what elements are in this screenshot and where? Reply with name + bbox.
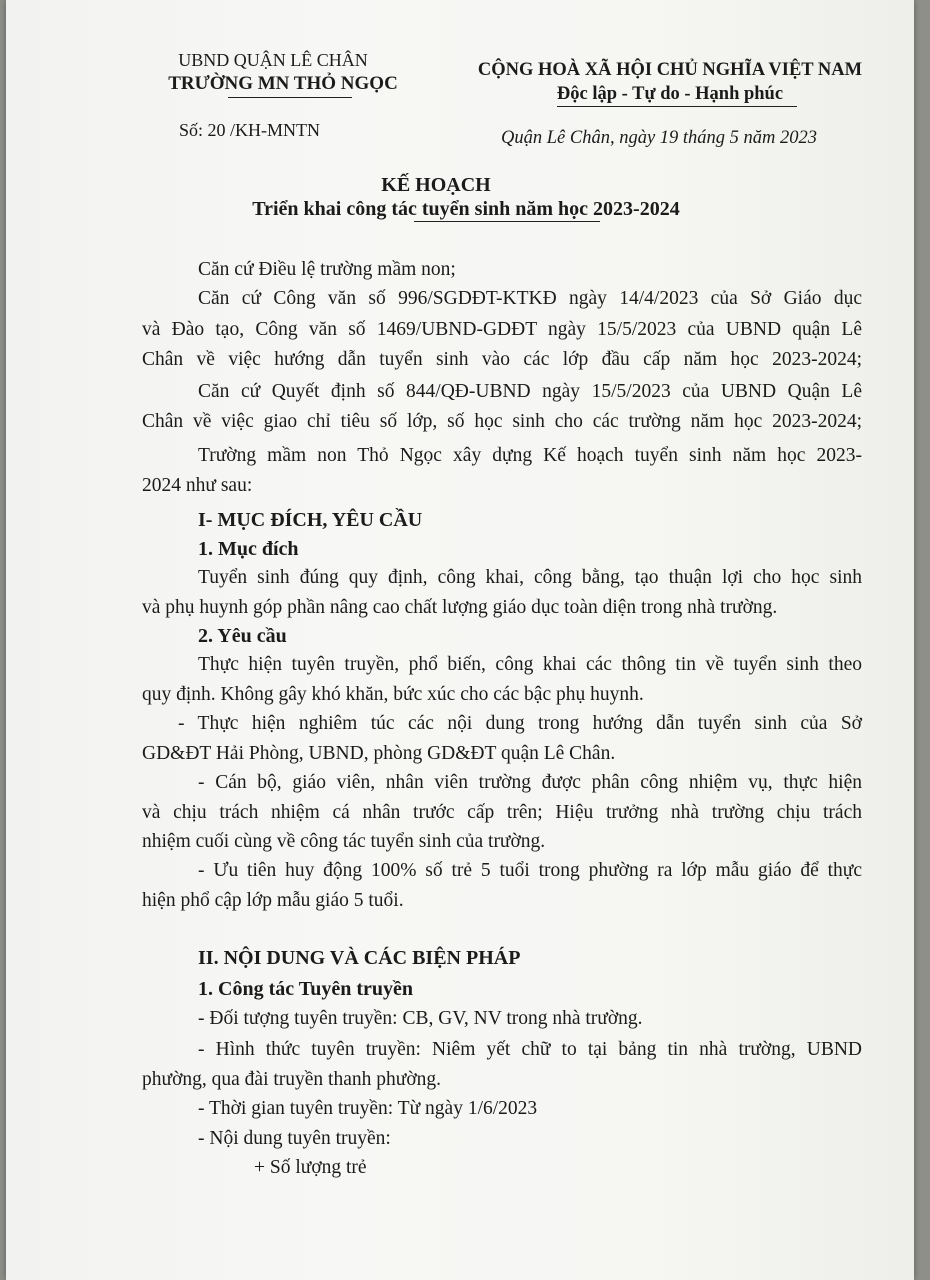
propaganda-content: - Nội dung tuyên truyền: bbox=[198, 1128, 391, 1149]
school-name-underline bbox=[228, 97, 352, 98]
document-title: KẾ HOẠCH bbox=[381, 174, 491, 196]
requirement-bullet-3-line1: - Ưu tiên huy động 100% số trẻ 5 tuổi trong phường ra lớp mẫu giáo để thực bbox=[198, 860, 862, 881]
section-1-2-heading: 2. Yêu cầu bbox=[198, 625, 287, 647]
national-motto: Độc lập - Tự do - Hạnh phúc bbox=[556, 84, 784, 104]
requirement-bullet-3-line2: hiện phổ cập lớp mẫu giáo 5 tuổi. bbox=[142, 890, 404, 911]
intro-line1: Trường mầm non Thỏ Ngọc xây dựng Kế hoạch tuyển sinh năm học 2023- bbox=[198, 445, 862, 466]
document-page bbox=[6, 0, 914, 1280]
propaganda-time: - Thời gian tuyên truyền: Từ ngày 1/6/2023 bbox=[198, 1098, 538, 1119]
district-name: UBND QUẬN LÊ CHÂN bbox=[178, 50, 368, 70]
document-subtitle: Triển khai công tác tuyển sinh năm học 2023-2024 bbox=[252, 198, 680, 220]
requirement-bullet-2-line1: - Cán bộ, giáo viên, nhân viên trường được phân công nhiệm vụ, thực hiện bbox=[198, 772, 862, 793]
requirement-bullet-1-line2: GD&ĐT Hải Phòng, UBND, phòng GD&ĐT quận Lê Chân. bbox=[142, 743, 616, 764]
requirement-bullet-1-line1: - Thực hiện nghiêm túc các nội dung trong hướng dẫn tuyển sinh của Sở bbox=[178, 713, 862, 734]
requirement-bullet-2-line2: và chịu trách nhiệm cá nhân trước cấp trên; Hiệu trưởng nhà trường chịu trách bbox=[142, 802, 862, 823]
propaganda-form-line2: phường, qua đài truyền thanh phường. bbox=[142, 1069, 442, 1090]
basis-1: Căn cứ Điều lệ trường mầm non; bbox=[198, 259, 456, 280]
propaganda-content-item: + Số lượng trẻ bbox=[254, 1157, 367, 1178]
school-name: TRƯỜNG MN THỎ NGỌC bbox=[168, 73, 398, 94]
requirement-line1: Thực hiện tuyên truyền, phổ biến, công khai các thông tin về tuyển sinh theo bbox=[198, 654, 862, 675]
purpose-line2: và phụ huynh góp phần nâng cao chất lượng giáo dục toàn diện trong nhà trường. bbox=[142, 597, 778, 618]
section-2-1-heading: 1. Công tác Tuyên truyền bbox=[198, 978, 414, 1000]
basis-3-line1: Căn cứ Quyết định số 844/QĐ-UBND ngày 15/5/2023 của UBND Quận Lê bbox=[198, 381, 862, 402]
basis-2-line1: Căn cứ Công văn số 996/SGDĐT-KTKĐ ngày 14/4/2023 của Sở Giáo dục bbox=[198, 288, 862, 309]
propaganda-target: - Đối tượng tuyên truyền: CB, GV, NV trong nhà trường. bbox=[198, 1008, 643, 1029]
document-date: Quận Lê Chân, ngày 19 tháng 5 năm 2023 bbox=[501, 128, 818, 148]
basis-2-line2: và Đào tạo, Công văn số 1469/UBND-GDĐT ngày 15/5/2023 của UBND quận Lê bbox=[142, 319, 862, 340]
motto-underline bbox=[557, 106, 797, 107]
basis-2-line3: Chân về việc hướng dẫn tuyển sinh vào các lớp đầu cấp năm học 2023-2024; bbox=[142, 349, 862, 370]
purpose-line1: Tuyển sinh đúng quy định, công khai, công bằng, tạo thuận lợi cho học sinh bbox=[198, 567, 862, 588]
requirement-line2: quy định. Không gây khó khăn, bức xúc cho các bậc phụ huynh. bbox=[142, 684, 644, 705]
document-number: Số: 20 /KH-MNTN bbox=[179, 120, 321, 140]
basis-3-line2: Chân về việc giao chỉ tiêu số lớp, số học sinh cho các trường năm học 2023-2024; bbox=[142, 411, 862, 432]
propaganda-form-line1: - Hình thức tuyên truyền: Niêm yết chữ to tại bảng tin nhà trường, UBND bbox=[198, 1039, 862, 1060]
requirement-bullet-2-line3: nhiệm cuối cùng về công tác tuyển sinh của trường. bbox=[142, 831, 546, 852]
section-2-heading: II. NỘI DUNG VÀ CÁC BIỆN PHÁP bbox=[198, 947, 521, 969]
national-title: CỘNG HOÀ XÃ HỘI CHỦ NGHĨA VIỆT NAM bbox=[477, 60, 863, 80]
subtitle-underline bbox=[414, 221, 600, 222]
section-1-1-heading: 1. Mục đích bbox=[198, 538, 299, 560]
section-1-heading: I- MỤC ĐÍCH, YÊU CẦU bbox=[198, 509, 423, 531]
intro-line2: 2024 như sau: bbox=[142, 475, 253, 496]
